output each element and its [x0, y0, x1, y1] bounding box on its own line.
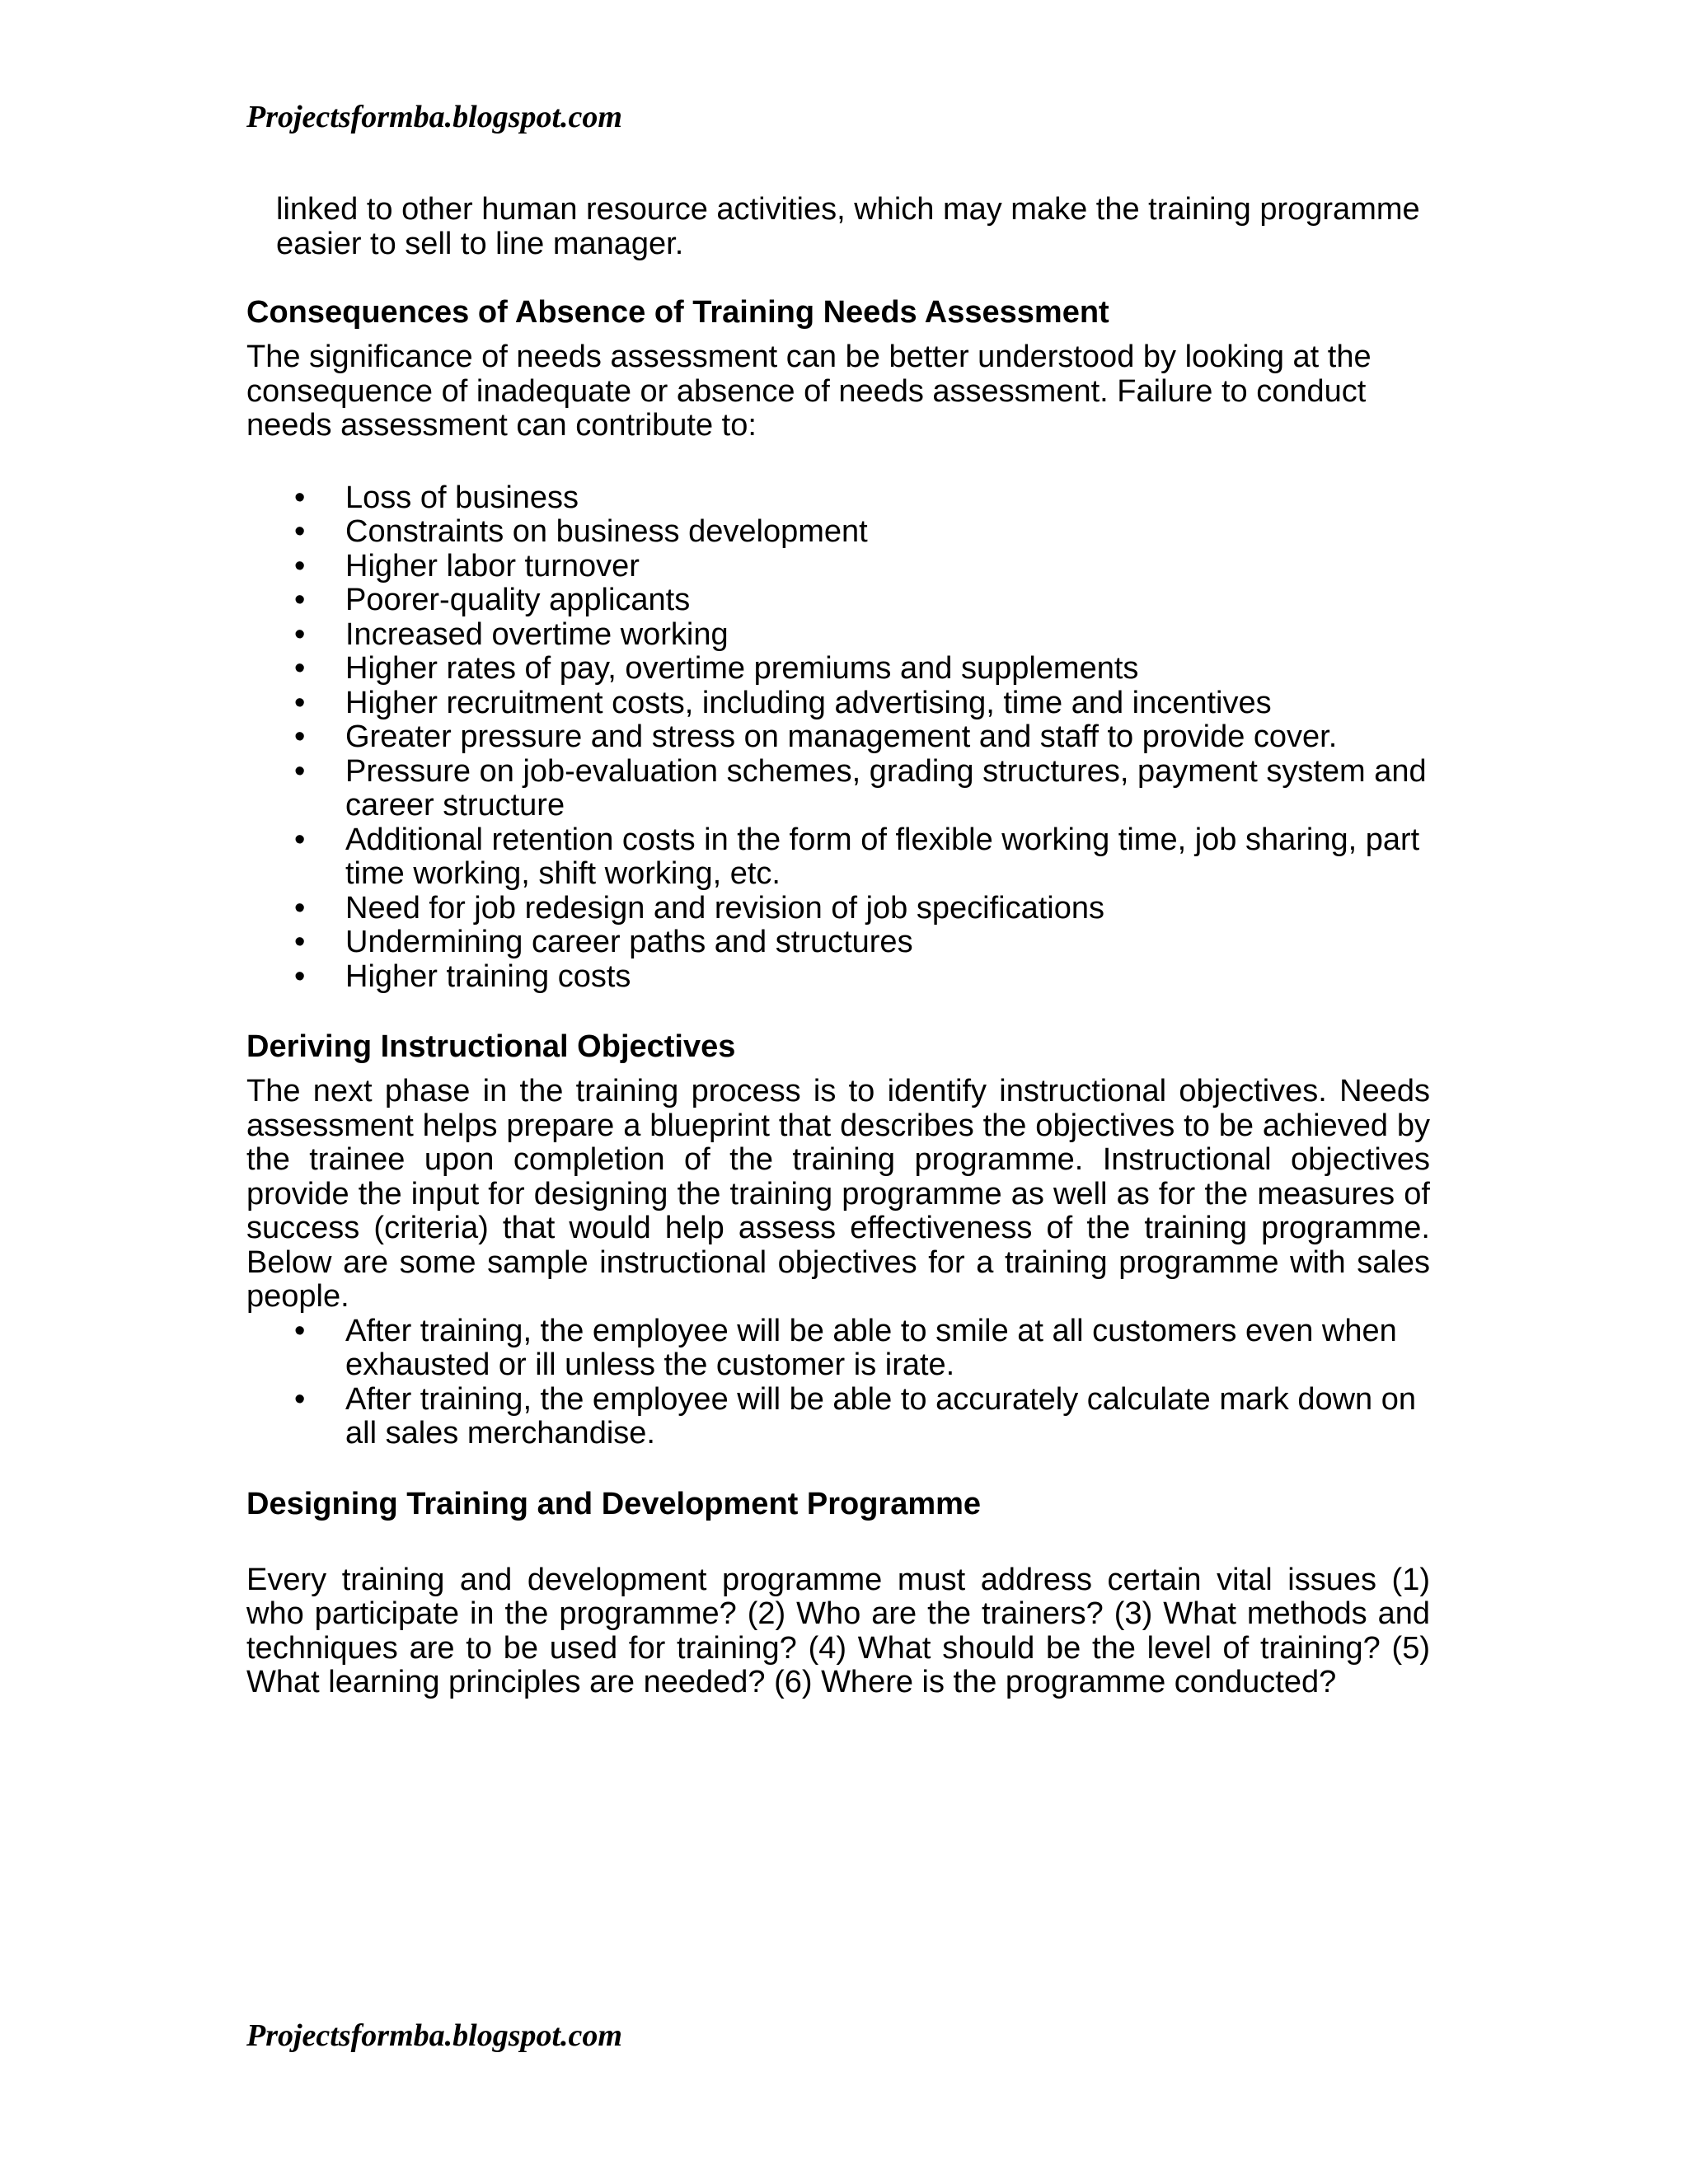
- section-heading-objectives: Deriving Instructional Objectives: [246, 1029, 736, 1064]
- list-item: • After training, the employee will be able to accurately calculate mark down on all sales merchandise.: [345, 1383, 1430, 1451]
- section-paragraph-designing: Every training and development programme must address certain vital issues (1) who participate in the programme? (2) Who are the trainers? (3) What methods and techniques are to be used for training? (4) What should be the level of training? (5) What learning principles are needed? (6) Where is the programme conducted?: [246, 1562, 1430, 1699]
- list-item: • Greater pressure and stress on management and staff to provide cover.: [345, 720, 1430, 755]
- list-item: • Higher labor turnover: [345, 550, 1430, 584]
- document-body: [246, 193, 1430, 1700]
- list-item: • After training, the employee will be able to smile at all customers even when exhausted or ill unless the customer is irate.: [345, 1315, 1430, 1383]
- list-item: • Higher training costs: [345, 960, 1430, 995]
- consequences-list: [246, 481, 1430, 995]
- list-item: • Pressure on job-evaluation schemes, grading structures, payment system and career structure: [345, 755, 1430, 823]
- page-header-site: Projectsformba.blogspot.com: [246, 100, 622, 134]
- list-item: • Higher recruitment costs, including advertising, time and incentives: [345, 687, 1430, 721]
- list-item: • Need for job redesign and revision of job specifications: [345, 892, 1430, 926]
- section-heading-designing: Designing Training and Development Programme: [246, 1486, 982, 1521]
- list-item: • Poorer-quality applicants: [345, 583, 1430, 618]
- page-footer-site: Projectsformba.blogspot.com: [246, 2018, 622, 2053]
- list-item: • Loss of business: [345, 481, 1430, 516]
- list-item: • Undermining career paths and structures: [345, 926, 1430, 960]
- list-item: • Increased overtime working: [345, 618, 1430, 653]
- list-item: • Higher rates of pay, overtime premiums and supplements: [345, 652, 1430, 687]
- section-paragraph-consequences: The significance of needs assessment can be better understood by looking at the consequence of inadequate or absence of needs assessment. Failure to conduct needs assessment can contribute to:: [246, 340, 1372, 443]
- list-item: • Additional retention costs in the form of flexible working time, job sharing, part time working, shift working, etc.: [345, 823, 1430, 892]
- section-heading-consequences: Consequences of Absence of Training Needs Assessment: [246, 295, 1109, 330]
- objectives-list: [246, 1315, 1430, 1451]
- list-item: • Constraints on business development: [345, 515, 1430, 550]
- intro-continuation: linked to other human resource activities, which may make the training programme easier to sell to line manager.: [276, 192, 1420, 261]
- section-paragraph-objectives: The next phase in the training process is to identify instructional objectives. Needs assessment helps prepare a blueprint that describes the objectives to be achieved by the trainee upon completion of the training programme. Instructional objectives provide the input for designing the training programme as well as for the measures of success (criteria) that would help assess effectiveness of the training programme. Below are some sample instructional objectives for a training programme with sales people.: [246, 1074, 1430, 1314]
